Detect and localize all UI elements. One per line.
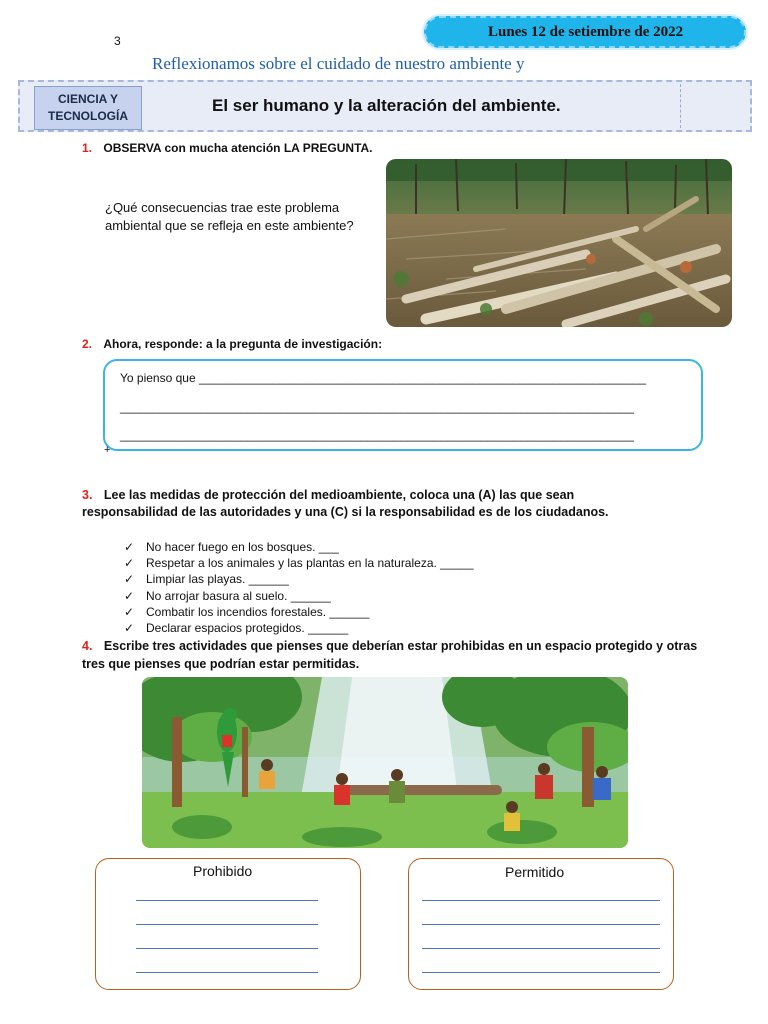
prohibited-line-4[interactable] xyxy=(136,972,318,973)
answer-line-3[interactable]: _____________________________________________________________________________ xyxy=(120,428,634,442)
question-4-number: 4. xyxy=(82,639,93,653)
answer-line-1[interactable]: Yo pienso que ___________________________________________________________________ xyxy=(120,371,647,385)
check-icon: ✓ xyxy=(124,588,135,603)
list-item[interactable]: ✓ Combatir los incendios forestales. ______ xyxy=(124,604,370,619)
deforestation-photo xyxy=(386,159,732,327)
check-icon: ✓ xyxy=(124,604,135,619)
banner-divider xyxy=(680,84,681,128)
question-2-number: 2. xyxy=(82,337,93,351)
list-item[interactable]: ✓ Limpiar las playas. ______ xyxy=(124,572,289,587)
prohibited-line-3[interactable] xyxy=(136,948,318,949)
prohibited-title: Prohibido xyxy=(193,863,253,879)
question-2-heading xyxy=(82,337,382,351)
subject-label xyxy=(34,86,142,130)
question-4-heading xyxy=(82,637,722,673)
prohibited-line-2[interactable] xyxy=(136,924,318,925)
page-number: 3 xyxy=(114,34,121,48)
session-subtitle: Reflexionamos sobre el cuidado de nuestro ambiente y xyxy=(152,54,525,73)
list-item[interactable]: ✓ Respetar a los animales y las plantas en la naturaleza. _____ xyxy=(124,556,474,571)
allowed-line-1[interactable] xyxy=(422,900,660,901)
allowed-line-3[interactable] xyxy=(422,948,660,949)
allowed-line-2[interactable] xyxy=(422,924,660,925)
question-1-instruction: OBSERVA con mucha atención LA PREGUNTA. xyxy=(103,141,373,155)
question-1-prompt: ¿Qué consecuencias trae este problema ambiental que se refleja en este ambiente? xyxy=(105,200,354,233)
subject-line-2: TECNOLOGÍA xyxy=(48,109,128,123)
list-item[interactable]: ✓ No hacer fuego en los bosques. ___ xyxy=(124,540,339,554)
question-4-instruction: Escribe tres actividades que pienses que deberían estar prohibidas en un espacio protegido y otras tres que pienses que podrían estar permitidas. xyxy=(82,639,698,671)
check-icon: ✓ xyxy=(124,556,135,571)
lesson-title: El ser humano y la alteración del ambiente. xyxy=(212,96,561,115)
question-2-instruction: Ahora, responde: a la pregunta de investigación: xyxy=(103,337,383,351)
question-1-heading xyxy=(82,141,373,155)
allowed-line-4[interactable] xyxy=(422,972,660,973)
list-item[interactable]: ✓ No arrojar basura al suelo. ______ xyxy=(124,588,331,603)
check-icon: ✓ xyxy=(124,621,135,636)
check-icon: ✓ xyxy=(124,572,135,587)
protected-area-illustration xyxy=(142,677,628,848)
date-text: Lunes 12 de setiembre de 2022 xyxy=(488,24,684,40)
measures-checklist xyxy=(124,539,474,636)
subject-line-1: CIENCIA Y xyxy=(57,92,118,106)
question-3-heading xyxy=(82,487,642,521)
check-icon: ✓ xyxy=(124,540,135,554)
answer-line-2[interactable]: _____________________________________________________________________________ xyxy=(120,400,634,414)
list-item[interactable]: ✓ Declarar espacios protegidos. ______ xyxy=(124,621,349,636)
stray-plus-mark: + xyxy=(104,444,111,456)
allowed-title: Permitido xyxy=(505,864,565,880)
question-3-number: 3. xyxy=(82,488,93,502)
question-1-number: 1. xyxy=(82,141,93,155)
prohibited-line-1[interactable] xyxy=(136,900,318,901)
question-3-instruction: Lee las medidas de protección del medioambiente, coloca una (A) las que sean responsabilidad de las autoridades y una (C) si la responsabilidad es de los ciudadanos. xyxy=(82,488,609,519)
